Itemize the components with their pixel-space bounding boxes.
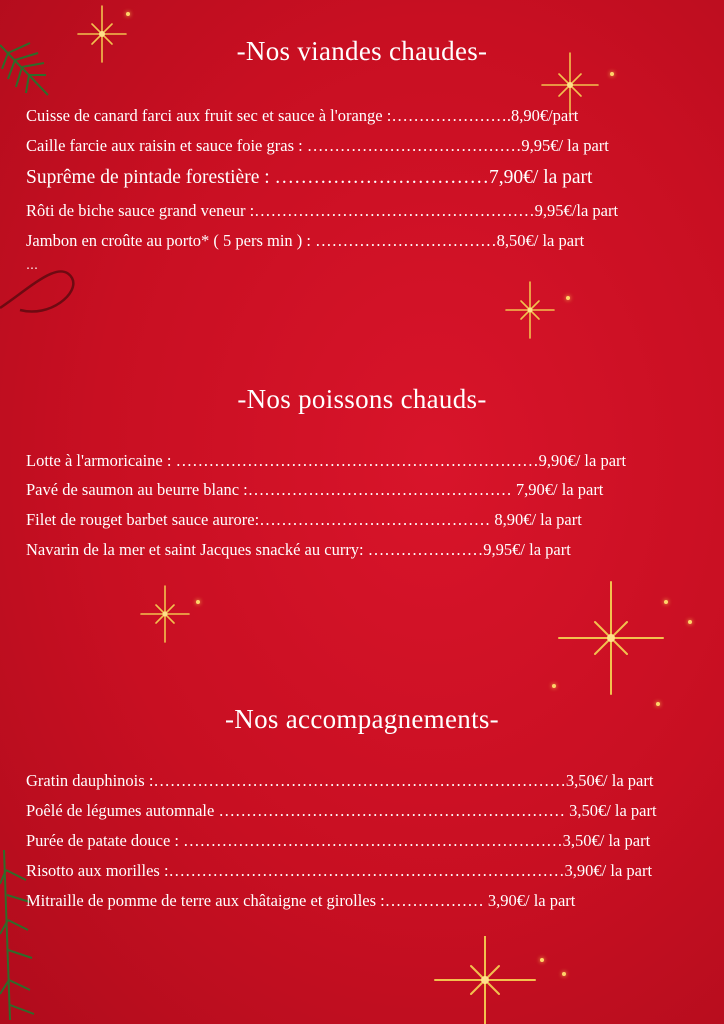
- section-title-viandes: -Nos viandes chaudes-: [236, 36, 488, 66]
- star-icon: [135, 584, 195, 644]
- ribbon-icon: [0, 248, 80, 328]
- star-icon: [500, 280, 560, 340]
- menu-item: Rôti de biche sauce grand veneur :……………………………………………9,95€/la part: [26, 201, 619, 220]
- menu-item: Gratin dauphinois :…………………………………………………………………3,50€/ la part: [26, 771, 654, 790]
- sparkle-icon: [566, 296, 570, 300]
- sparkle-icon: [126, 12, 130, 16]
- star-icon: [555, 578, 667, 698]
- star-icon: [430, 936, 540, 1024]
- menu-item: Lotte à l'armoricaine : …………………………………………………………9,90€/ la part: [26, 451, 627, 470]
- sparkle-icon: [664, 600, 668, 604]
- menu-item: Mitraille de pomme de terre aux châtaigne et girolles :……………… 3,90€/ la part: [26, 891, 576, 910]
- menu-item: Filet de rouget barbet sauce aurore:…………………………………… 8,90€/ la part: [26, 510, 582, 529]
- sparkle-icon: [610, 72, 614, 76]
- menu-item: Poêlé de légumes automnale ……………………………………………………… 3,50€/ la part: [26, 801, 657, 820]
- section-title-accompagnements: -Nos accompagnements-: [225, 704, 499, 734]
- menu-item: Suprême de pintade forestière : ……………………………7,90€/ la part: [26, 167, 593, 188]
- menu-item: Caille farcie aux raisin et sauce foie gras : …………………………………9,95€/ la part: [26, 136, 609, 155]
- sparkle-icon: [540, 958, 544, 962]
- sparkle-icon: [562, 972, 566, 976]
- menu-item: Pavé de saumon au beurre blanc :………………………………………… 7,90€/ la part: [26, 480, 604, 499]
- menu-item: Jambon en croûte au porto* ( 5 pers min ) : ……………………………8,50€/ la part: [26, 231, 585, 250]
- sparkle-icon: [196, 600, 200, 604]
- sparkle-icon: [688, 620, 692, 624]
- stray-ellipsis: …: [26, 258, 38, 272]
- menu-item: Risotto aux morilles :………………………………………………………………3,90€/ la part: [26, 861, 653, 880]
- sparkle-icon: [552, 684, 556, 688]
- menu-item: Navarin de la mer et saint Jacques snacké au curry: …………………9,95€/ la part: [26, 540, 571, 559]
- menu-item: Purée de patate douce : ……………………………………………………………3,50€/ la part: [26, 831, 651, 850]
- section-title-poissons: -Nos poissons chauds-: [237, 384, 487, 414]
- menu-item: Cuisse de canard farci aux fruit sec et sauce à l'orange :………………….8,90€/part: [26, 106, 579, 125]
